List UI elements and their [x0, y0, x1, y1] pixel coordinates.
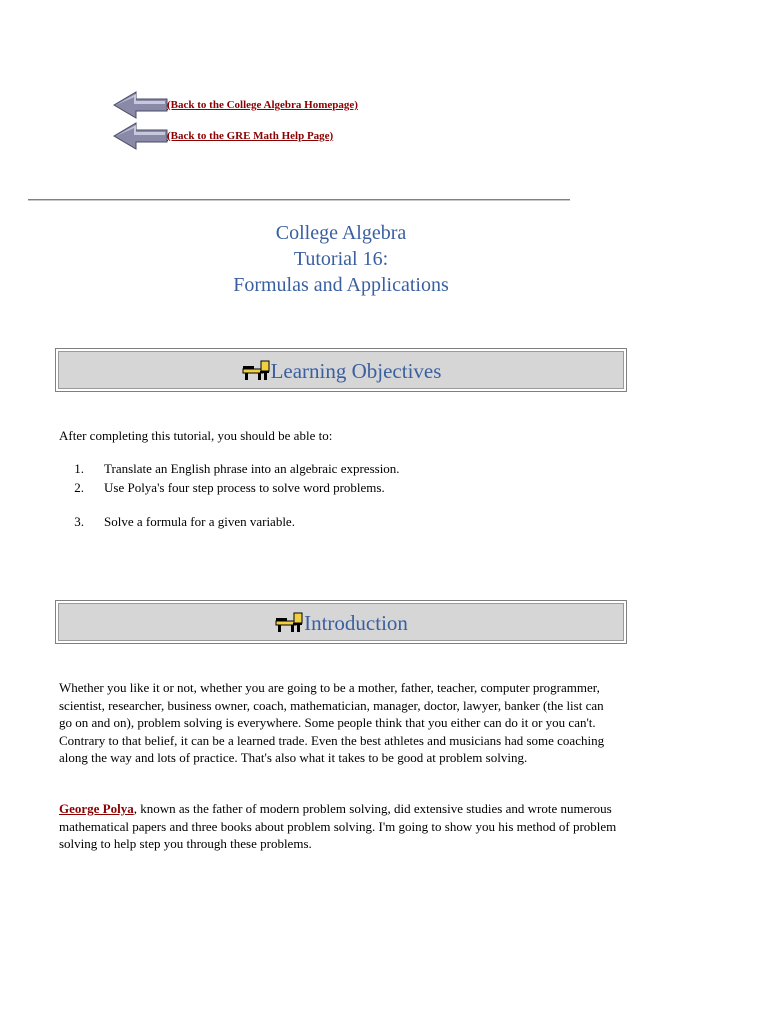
title-line-1: College Algebra [275, 222, 407, 244]
learning-objectives-header-inner [58, 351, 624, 389]
list-item [59, 480, 385, 496]
learning-objectives-title [241, 357, 442, 384]
back-gre-row[interactable] [112, 121, 333, 151]
learning-objectives-header [55, 348, 627, 392]
desk-icon [241, 357, 271, 381]
page-title [140, 220, 542, 298]
title-line-2: Tutorial 16: [293, 248, 389, 270]
list-item-number: 1. [74, 461, 84, 476]
back-college-algebra-row[interactable] [112, 90, 358, 120]
horizontal-divider [28, 199, 570, 201]
learning-objectives-label: Learning Objectives [270, 358, 442, 383]
left-arrow-icon[interactable] [112, 90, 168, 120]
list-item [59, 461, 400, 477]
title-line-3: Formulas and Applications [233, 274, 449, 296]
introduction-paragraph-1: Whether you like it or not, whether you are going to be a mother, father, teacher, computer programmer, scientist, researcher, business owner, coach, mathematician, manager, doctor, lawyer, banker (the list can go on and on), problem solving is everywhere. Some people think that you either can do it or you can't. Contrary to that belief, it can be a learned trade. Even the best athletes and musicians had some coaching along the way and lots of practice. That's also what it takes to be good at problem solving. [59, 680, 605, 765]
list-item-text: Use Polya's four step process to solve word problems. [104, 480, 385, 495]
list-item-text: Translate an English phrase into an algebraic expression. [104, 461, 400, 476]
desk-icon [274, 609, 304, 633]
list-item-number: 2. [74, 480, 84, 495]
list-item-text: Solve a formula for a given variable. [104, 514, 295, 529]
back-gre-link[interactable]: (Back to the GRE Math Help Page) [167, 130, 334, 142]
left-arrow-icon[interactable] [112, 121, 168, 151]
introduction-title [274, 609, 408, 636]
back-college-algebra-link[interactable]: (Back to the College Algebra Homepage) [167, 99, 358, 111]
list-item [59, 514, 295, 530]
introduction-paragraph-2-text: , known as the father of modern problem solving, did extensive studies and wrote numerous mathematical papers and three books about problem solving. I'm going to show you his method of problem solving to help step you through these problems. [59, 801, 617, 851]
introduction-label: Introduction [304, 610, 408, 635]
list-item-number: 3. [74, 514, 84, 529]
objectives-intro: After completing this tutorial, you should be able to: [59, 428, 333, 443]
introduction-header-inner [58, 603, 624, 641]
introduction-header [55, 600, 627, 644]
introduction-paragraph-2 [59, 800, 619, 853]
george-polya-link[interactable]: George Polya [59, 801, 134, 816]
